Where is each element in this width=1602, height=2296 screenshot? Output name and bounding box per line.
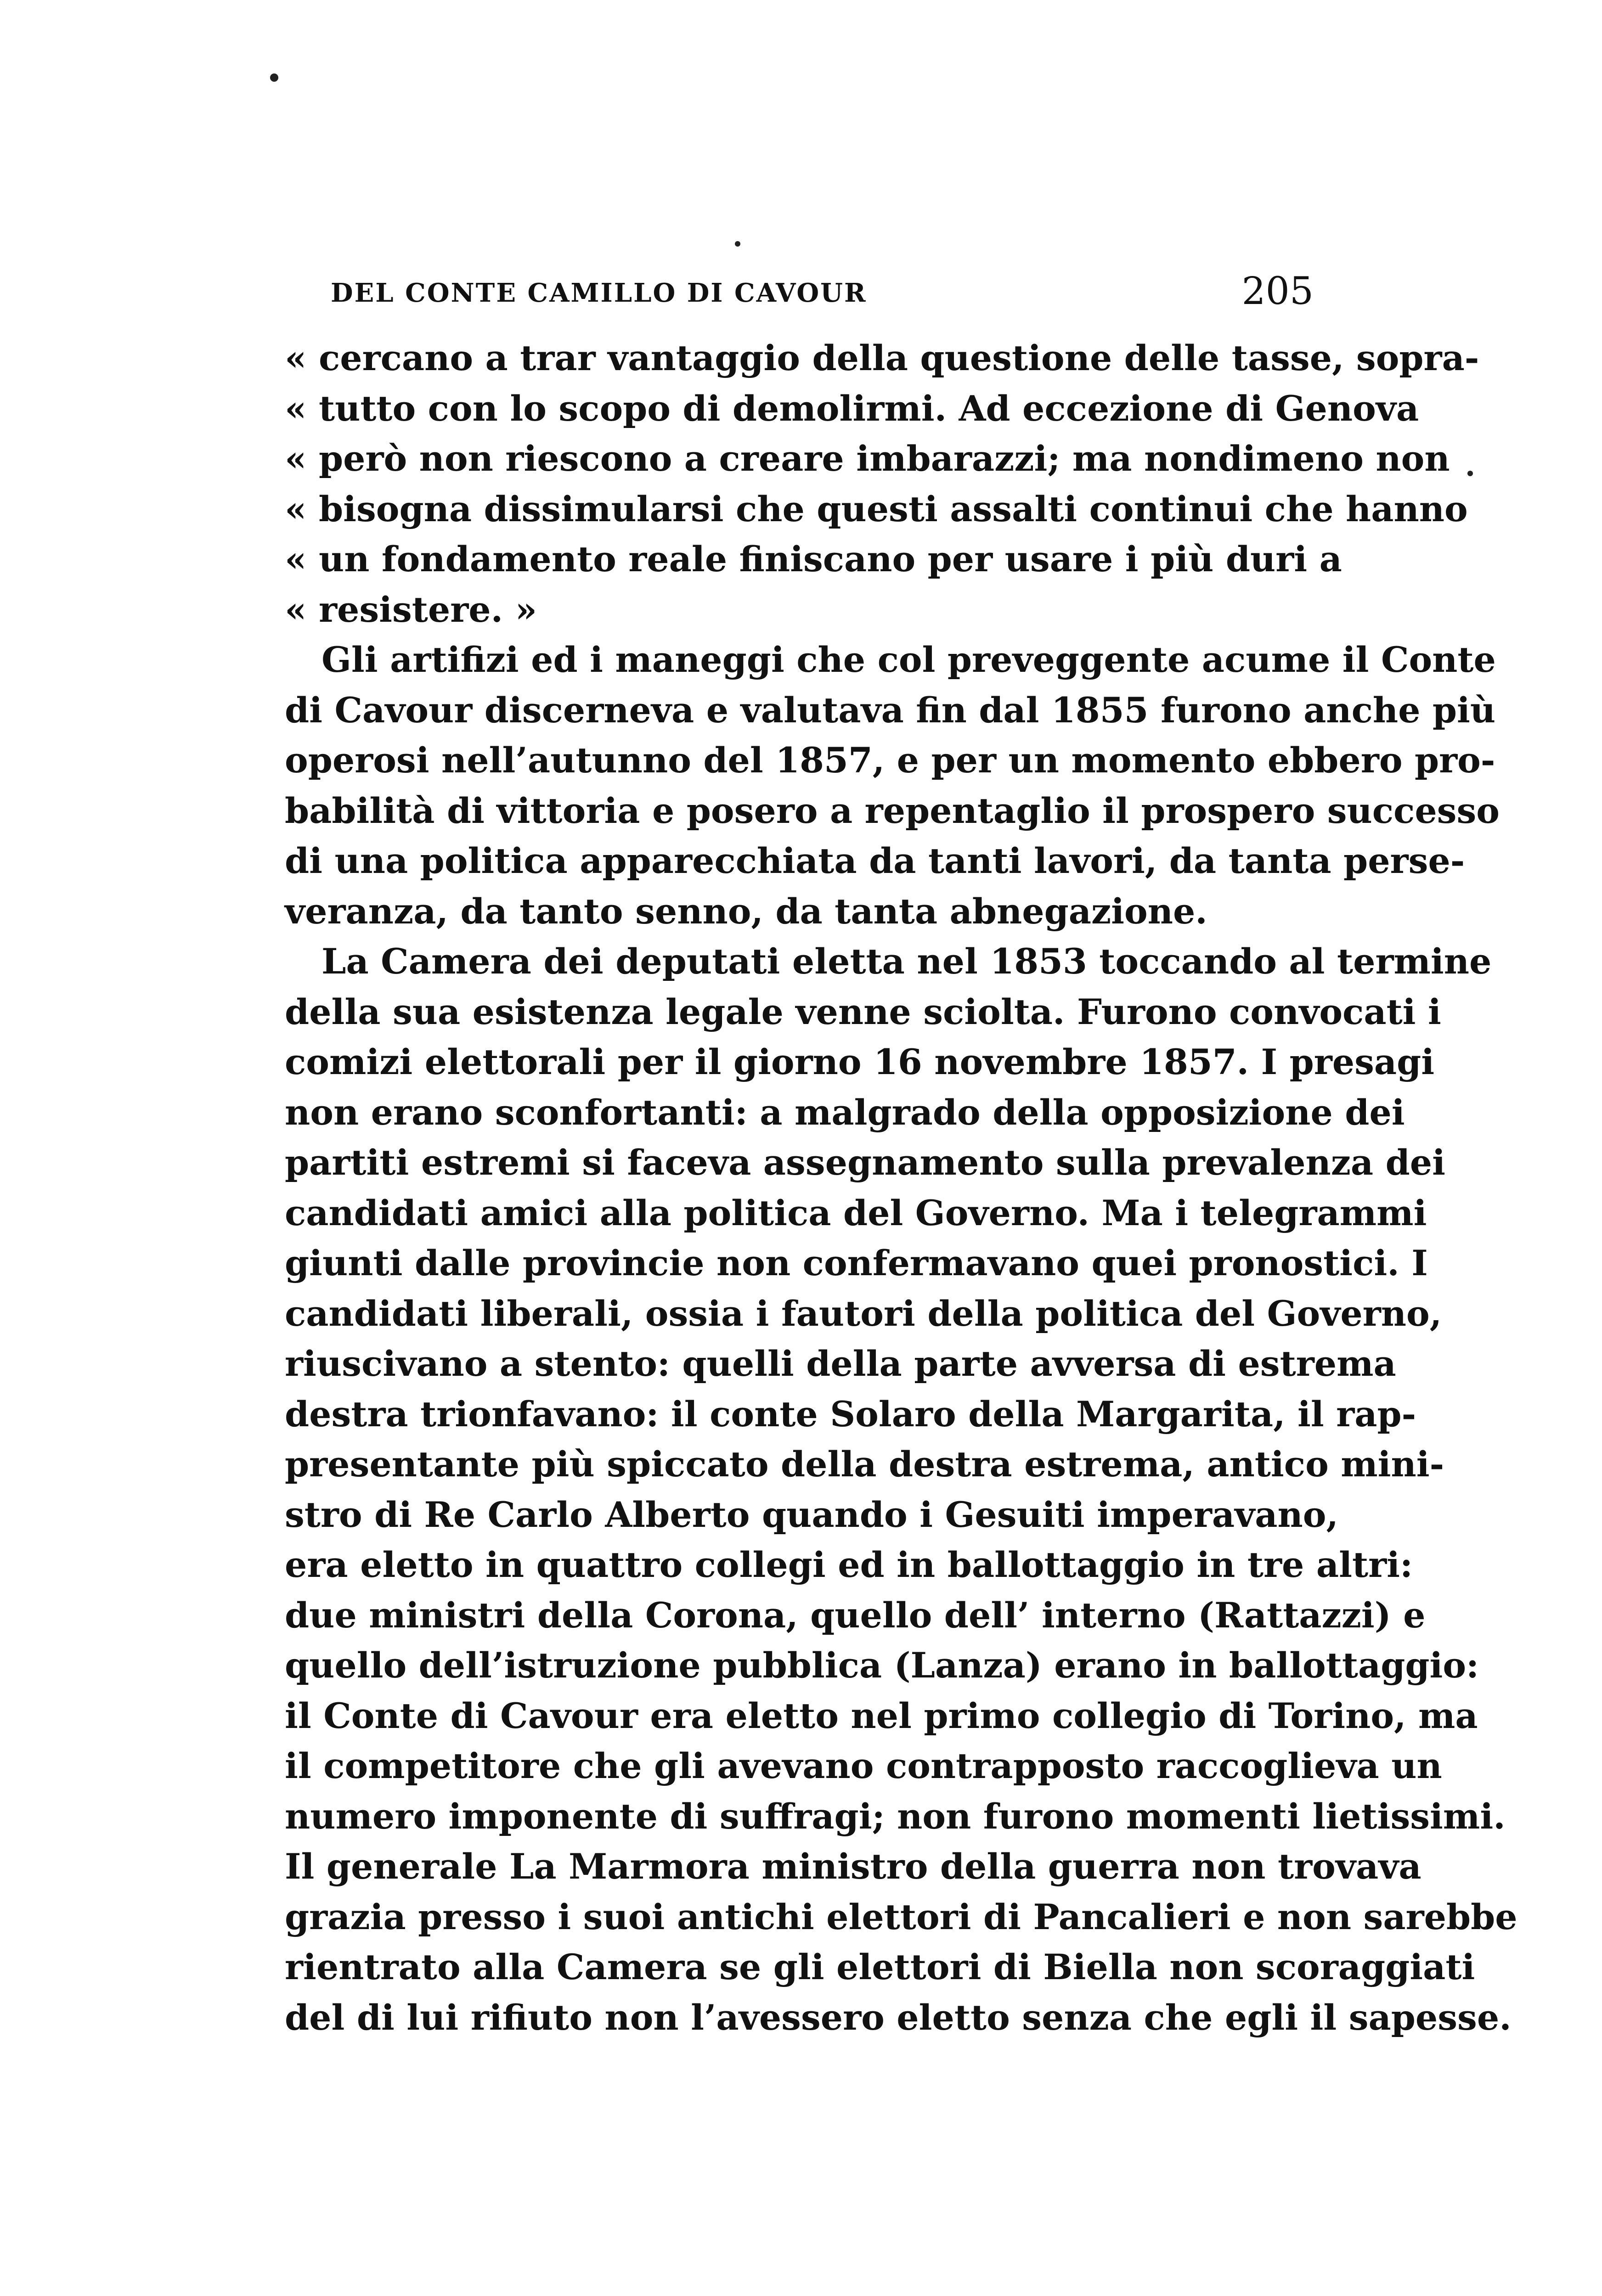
text-line: del di lui rifiuto non l’avessero eletto senza che egli il sapesse. [285,1997,1512,2038]
text-line: candidati amici alla politica del Governo. Ma i telegrammi [285,1192,1427,1233]
text-line: « però non riescono a creare imbarazzi; ma nondimeno non [285,438,1450,479]
text-line: « bisogna dissimularsi che questi assalti continui che hanno [285,488,1468,529]
text-line: della sua esistenza legale venne sciolta. Furono convocati i [285,991,1441,1032]
text-line: Il generale La Marmora ministro della guerra non trovava [285,1846,1421,1887]
page-number: 205 [1241,270,1314,313]
text-line: presentante più spiccato della destra estrema, antico mini- [285,1444,1444,1485]
running-head: DEL CONTE CAMILLO DI CAVOUR [331,278,867,308]
ink-speck [735,241,740,247]
text-line: il Conte di Cavour era eletto nel primo collegio di Torino, ma [285,1695,1478,1736]
text-line: il competitore che gli avevano contrapposto raccoglieva un [285,1745,1442,1786]
text-line: stro di Re Carlo Alberto quando i Gesuiti imperavano, [285,1494,1338,1535]
text-line: « tutto con lo scopo di demolirmi. Ad eccezione di Genova [285,388,1419,429]
text-line: « resistere. » [285,589,537,630]
page-header [285,270,1314,324]
paragraph-first-line: Gli artifizi ed i maneggi che col preveggente acume il Conte [322,639,1496,680]
text-line: « cercano a trar vantaggio della questione delle tasse, sopra- [285,338,1479,378]
paragraph-first-line: La Camera dei deputati eletta nel 1853 toccando al termine [322,941,1492,982]
text-line: due ministri della Corona, quello dell’ interno (Rattazzi) e [285,1594,1426,1636]
text-line: comizi elettorali per il giorno 16 novembre 1857. I presagi [285,1041,1435,1082]
text-line: candidati liberali, ossia i fautori della politica del Governo, [285,1293,1442,1334]
text-line: di Cavour discerneva e valutava fin dal 1855 furono anche più [285,689,1496,731]
text-line: numero imponente di suffragi; non furono momenti lietissimi. [285,1795,1506,1837]
text-line: partiti estremi si faceva assegnamento sulla prevalenza dei [285,1142,1445,1183]
text-line: grazia presso i suoi antichi elettori di Pancalieri e non sarebbe [285,1896,1517,1937]
text-line: operosi nell’autunno del 1857, e per un momento ebbero pro- [285,740,1495,781]
text-line: destra trionfavano: il conte Solaro della Margarita, il rap- [285,1393,1416,1435]
body-text [285,333,1517,2043]
ink-speck [1467,471,1473,476]
text-line: non erano sconfortanti: a malgrado della opposizione dei [285,1092,1405,1133]
text-line: babilità di vittoria e posero a repentaglio il prospero successo [285,790,1500,831]
ink-speck [270,73,278,82]
text-line: giunti dalle provincie non confermavano quei pronostici. I [285,1243,1428,1283]
text-line: riuscivano a stento: quelli della parte avversa di estrema [285,1343,1396,1384]
text-line: rientrato alla Camera se gli elettori di Biella non scoraggiati [285,1947,1475,1987]
text-line: quello dell’istruzione pubblica (Lanza) erano in ballottaggio: [285,1645,1479,1686]
text-line: « un fondamento reale finiscano per usare i più duri a [285,539,1342,580]
text-line: era eletto in quattro collegi ed in ballottaggio in tre altri: [285,1544,1413,1585]
text-line: veranza, da tanto senno, da tanta abnegazione. [285,890,1207,932]
text-line: di una politica apparecchiata da tanti lavori, da tanta perse- [285,840,1465,881]
